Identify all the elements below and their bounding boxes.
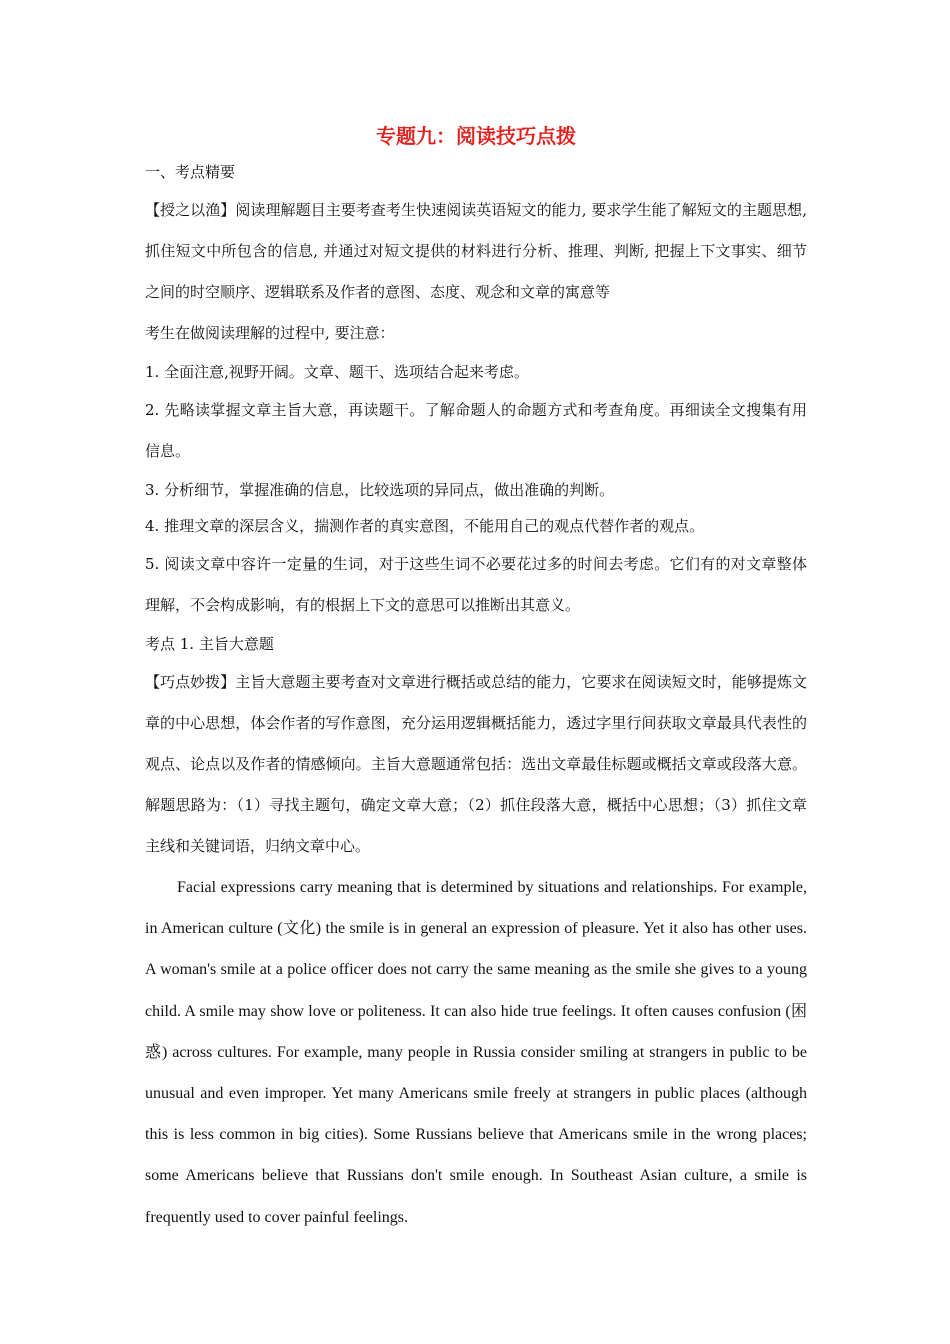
english-passage: Facial expressions carry meaning that is determined by situations and relationships. For example, in American culture (文化) the smile is in general an expression of pleasure. Yet it also has other uses. A woman's smile at a police officer does not carry the same meaning as the smile she gives to a young child. A smile may show love or politeness. It can also hide true feelings. It often causes confusion (困惑) across cultures. For example, many people in Russia consider smiling at strangers in public to be unusual and even improper. Yet many Americans smile freely at strangers in public places (although this is less common in big cities). Some Russians believe that Americans smile in the wrong places; some Americans believe that Russians don't smile enough. In Southeast Asian culture, a smile is frequently used to cover painful feelings. <box>145 879 808 1226</box>
note-line: 考生在做阅读理解的过程中, 要注意： <box>145 324 395 342</box>
point-paragraph: 【巧点妙拨】主旨大意题主要考查对文章进行概括或总结的能力，它要求在阅读短文时，能够提炼文章的中心思想，体会作者的写作意图，充分运用逻辑概括能力，透过字里行间获取文章最具代表性的观点、论点以及作者的情感倾向。主旨大意题通常包括：选出文章最佳标题或概括文章或段落大意。解题思路为：（1）寻找主题句，确定文章大意；（2）抓住段落大意，概括中心思想；（3）抓住文章主线和关键词语，归纳文章中心。 <box>145 673 807 855</box>
tip-5: 5. 阅读文章中容许一定量的生词，对于这些生词不必要花过多的时间去考虑。它们有的对文章整体理解，不会构成影响，有的根据上下文的意思可以推断出其意义。 <box>145 555 807 614</box>
intro-paragraph: 【授之以渔】阅读理解题目主要考查考生快速阅读英语短文的能力, 要求学生能了解短文的主题思想, 抓住短文中所包含的信息, 并通过对短文提供的材料进行分析、推理、判断, 把握上下文事实、细节之间的时空顺序、逻辑联系及作者的意图、态度、观念和文章的寓意等 <box>145 201 807 301</box>
tip-3: 3. 分析细节，掌握准确的信息，比较选项的异同点，做出准确的判断。 <box>145 481 615 499</box>
tip-2: 2. 先略读掌握文章主旨大意，再读题干。了解命题人的命题方式和考查角度。再细读全文搜集有用信息。 <box>145 401 807 460</box>
tip-4: 4. 推理文章的深层含义，揣测作者的真实意图，不能用自己的观点代替作者的观点。 <box>145 517 705 535</box>
document-title: 专题九：阅读技巧点拨 <box>376 124 576 148</box>
tip-1: 1. 全面注意,视野开阔。文章、题干、选项结合起来考虑。 <box>145 363 529 381</box>
point-heading: 考点 1. 主旨大意题 <box>145 635 274 653</box>
document-page <box>145 118 807 1238</box>
section-heading: 一、考点精要 <box>145 163 236 181</box>
